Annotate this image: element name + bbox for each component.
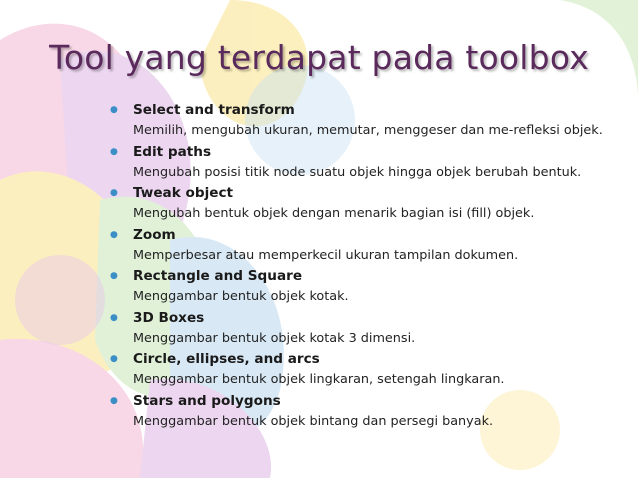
bullet-icon: ●: [110, 312, 118, 323]
tool-description: Memperbesar atau memperkecil ukuran tampilan dokumen.: [133, 247, 519, 263]
tool-list: [110, 100, 630, 432]
bullet-icon: ●: [110, 188, 118, 198]
list-item: [110, 183, 630, 225]
list-item: [110, 225, 630, 267]
tool-name: Zoom: [133, 226, 176, 243]
tool-description: Menggambar bentuk objek bintang dan persegi banyak.: [133, 413, 494, 429]
bullet-icon: ●: [110, 395, 118, 406]
tool-description: Mengubah posisi titik node suatu objek hingga objek berubah bentuk.: [133, 164, 582, 180]
tool-description: Menggambar bentuk objek kotak 3 dimensi.: [133, 330, 416, 346]
tool-name: Rectangle and Square: [133, 268, 303, 284]
list-item: [110, 142, 630, 184]
bullet-icon: ●: [110, 146, 118, 157]
bullet-icon: ●: [110, 354, 118, 364]
tool-description: Memilih, mengubah ukuran, memutar, menggeser dan me-refleksi objek.: [133, 123, 603, 138]
list-item: [110, 266, 630, 308]
tool-name: 3D Boxes: [133, 309, 205, 326]
bullet-icon: ●: [110, 271, 118, 281]
list-item: [110, 100, 630, 142]
list-item: [110, 308, 630, 350]
bullet-icon: ●: [110, 229, 118, 240]
tool-name: Circle, ellipses, and arcs: [133, 351, 320, 367]
tool-description: Mengubah bentuk objek dengan menarik bagian isi (fill) objek.: [133, 206, 535, 221]
tool-name: Tweak object: [133, 185, 234, 201]
page-title: Tool yang terdapat pada toolbox: [49, 38, 589, 77]
list-item: [110, 349, 630, 391]
list-item: [110, 391, 630, 433]
decor-circle-purple: [15, 255, 105, 345]
tool-name: Stars and polygons: [133, 392, 281, 409]
tool-description: Menggambar bentuk objek lingkaran, setengah lingkaran.: [133, 372, 505, 387]
bullet-icon: ●: [110, 105, 118, 115]
tool-name: Edit paths: [133, 143, 212, 160]
tool-name: Select and transform: [133, 102, 295, 118]
tool-description: Menggambar bentuk objek kotak.: [133, 289, 349, 304]
